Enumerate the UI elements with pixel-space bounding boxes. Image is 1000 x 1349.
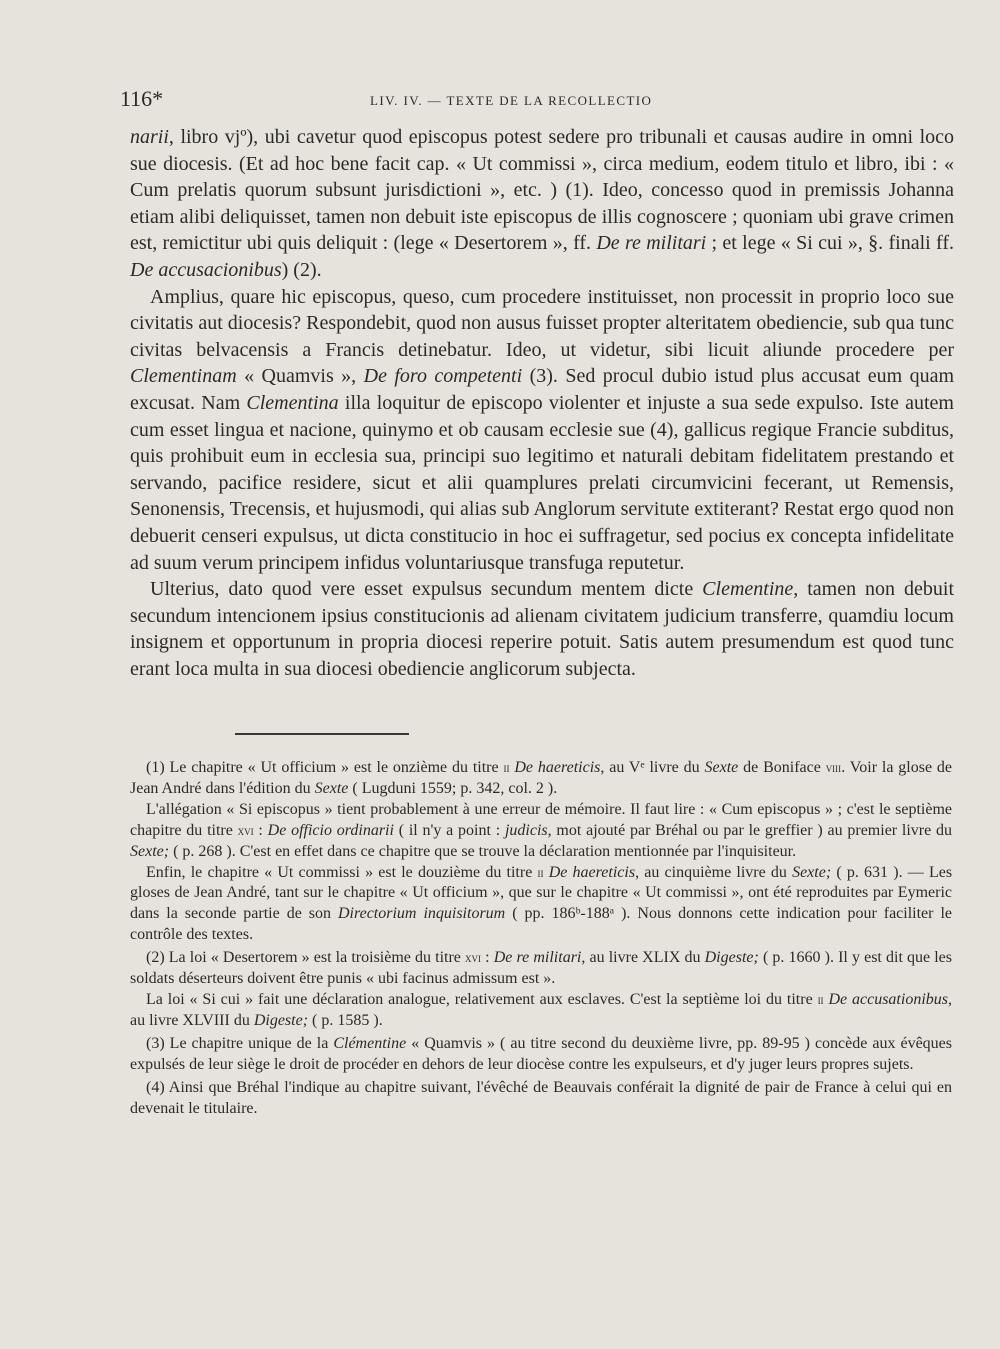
italic-term: De officio ordinarii [267, 821, 394, 839]
text-span: (3) Le chapitre unique de la [146, 1034, 334, 1052]
text-span: ( pp. 186ᵇ-188ᵃ ). Nous donnons cette indication pour faciliter le contrôle des textes. [130, 905, 952, 944]
text-span: Enfin, le chapitre « Ut commissi » est le douzième du titre [146, 863, 538, 881]
footnote-2 [130, 948, 952, 990]
paragraph-2 [130, 284, 954, 577]
footnote-4: (4) Ainsi que Bréhal l'indique au chapitre suivant, l'évêché de Beauvais conférait la dignité de pair de France à celui qui en devenait le titulaire. [130, 1078, 952, 1117]
text-span: La loi « Si cui » fait une déclaration analogue, relativement aux esclaves. C'est la septième loi du titre [146, 990, 818, 1008]
italic-term: De accusacionibus [130, 258, 282, 281]
footnote-separator [235, 733, 409, 735]
text-span: ( p. 631 ). — Les gloses de Jean André, tant sur le chapitre « Ut officium », que sur le chapitre « Ut commissi », ont été reproduites par Eymeric dans la seconde partie de son [130, 863, 953, 923]
text-span: , tamen non debuit secundum intencionem ipsius constitucionis ad alienam civitatem judicium transferre, quamdiu locum insignem et opportunum in propria diocesi reperire potuit. Satis autem presumendum est quod tunc erant loca multa in sua diocesi obediencie anglicorum subjecta. [130, 578, 954, 680]
italic-term: De haereticis [548, 863, 636, 881]
text-span: (1) Le chapitre « Ut officium » est le onzième du titre [146, 759, 504, 776]
roman-numeral: ii [817, 991, 824, 1007]
italic-term: Sexte; [792, 863, 832, 881]
text-span: ( p. 268 ). C'est en effet dans ce chapitre que se trouve la déclaration mentionnée par l'inquisiteur. [169, 842, 797, 860]
italic-term: De re militari [493, 949, 582, 967]
footnote-3 [130, 1034, 952, 1076]
italic-term: De foro competenti [363, 365, 523, 388]
footnote-1-continued [130, 800, 952, 863]
text-span: Amplius, quare hic episcopus, queso, cum procedere instituisset, non processit in proprio loco sue civitatis aut diocesis? Respondebit, quod non ausus fuisset propter alteritatem obediencie, sub qua tunc civitas belvacensis a Francis detinebatur. Ideo, ut videtur, sibi licuit aliunde procedere per [130, 285, 954, 361]
roman-numeral: ii [537, 864, 544, 880]
text-span: ( p. 1660 ). Il y est dit que les soldats déserteurs doivent être punis « ubi facinus admissum est ». [130, 949, 953, 988]
text-span: illa loquitur de episcopo violenter et injuste a sua sede expulso. Iste autem cum esset lingua et nacione, quinymo et ob causam ecclesie sue (4), gallicus regique Francie subditus, quis prohibuit eum in ecclesia sua, principi suo legitimo et naturali debitam fidelitatem prestando et servando, pacifice residere, sicut et alii quamplures prelati circumvicini fecerant, ut Remensis, Senonensis, Trecensis, et hujusmodi, qui alias sub Anglorum servitute extiterant? Restat ergo quod non debuerit censeri expulsus, ut dicta constitucio in hoc ei suffragetur, sed pocius ex concepta infidelitate ad suum verum principem infidus voluntariusque transfuga reputetur. [130, 391, 954, 574]
footnote-2-continued [130, 990, 952, 1032]
text-span: ( il n'y a point : [393, 821, 505, 839]
italic-term: judicis [504, 821, 548, 839]
italic-term: Digeste; [253, 1011, 309, 1029]
text-span: , mot ajouté par Bréhal ou par le greffier ) au premier livre du [547, 821, 953, 839]
paragraph-1 [130, 124, 954, 284]
text-span: « Quamvis », [236, 365, 364, 388]
italic-term: Clementina [246, 391, 339, 414]
italic-term: De re militari [596, 232, 707, 255]
footnote-1 [130, 758, 952, 800]
text-span: : [481, 949, 494, 967]
italic-term: narii [130, 126, 169, 148]
text-span: (3). Sed procul dubio istud plus accusat eum quam excusat. Nam [130, 365, 955, 414]
roman-numeral: xvi [237, 822, 254, 838]
text-span: ; et lege « Si cui », §. finali ff. [706, 232, 954, 255]
italic-term: Clementine [702, 578, 794, 601]
text-span: , libro vjº), ubi cavetur quod episcopus potest sedere pro tribunali et causas audire in omni loco sue diocesis. (Et ad hoc bene facit cap. « Ut commissi », circa medium, eodem titulo et libro, ibi : « Cum prelatis quorum subsunt jurisdictioni », etc. ) (1). Ideo, concesso quod in premissis Johanna etiam alibi deliquisset, tamen non debuit iste episcopus de illis cognoscere ; quoniam ubi grave crimen est, remictitur ubi quis deliquit : (lege « Desertorem », ff. [130, 126, 954, 255]
italic-term: Digeste; [704, 949, 759, 967]
text-span: ) (2). [281, 258, 322, 281]
footnote-1-continued [130, 863, 952, 947]
page-number: 116* [120, 86, 164, 111]
footnotes [130, 758, 952, 1119]
italic-term: Directorium inquisitorum [337, 905, 506, 923]
main-text [130, 124, 954, 682]
roman-numeral: viii [825, 760, 842, 775]
italic-term: De haereticis [514, 759, 601, 776]
text-span: : [253, 821, 268, 839]
italic-term: Sexte [314, 779, 349, 797]
text-span: de Boniface [738, 759, 826, 776]
text-span: , au cinquième livre du [635, 863, 793, 881]
roman-numeral: ii [503, 760, 510, 775]
running-title: LIV. IV. — TEXTE DE LA RECOLLECTIO [370, 93, 653, 108]
text-span: « Quamvis » ( au titre second du deuxième livre, pp. 89-95 ) concède aux évêques expulsés de leur siège le droit de procéder en dehors de leur diocèse contre les expulseurs, et d'y juger leurs propres sujets. [130, 1034, 953, 1073]
text-span: ( Lugduni 1559; p. 342, col. 2 ). [348, 779, 558, 797]
text-span: , au livre XLIX du [581, 949, 705, 967]
italic-term: Clementinam [130, 365, 237, 388]
text-span: . Voir la glose de Jean André dans l'édition du [130, 759, 953, 797]
text-span: ( p. 1585 ). [308, 1011, 383, 1029]
roman-numeral: xvi [465, 950, 482, 966]
text-span: (2) La loi « Desertorem » est la troisième du titre [146, 949, 466, 967]
text-span: L'allégation « Si episcopus » tient probablement à une erreur de mémoire. Il faut lire : « Cum episcopus » ; c'est le septième chapitre du titre [130, 800, 952, 839]
text-span: , au livre XLVIII du [130, 990, 952, 1029]
italic-term: Sexte [704, 759, 739, 776]
italic-term: Sexte; [130, 842, 170, 860]
page-header [120, 86, 960, 116]
italic-term: De accusationibus [828, 990, 948, 1008]
italic-term: Clémentine [333, 1034, 407, 1052]
text-span: , au Vᵉ livre du [600, 759, 705, 776]
text-span: Ulterius, dato quod vere esset expulsus secundum mentem dicte [150, 578, 703, 601]
paragraph-3 [130, 576, 954, 682]
